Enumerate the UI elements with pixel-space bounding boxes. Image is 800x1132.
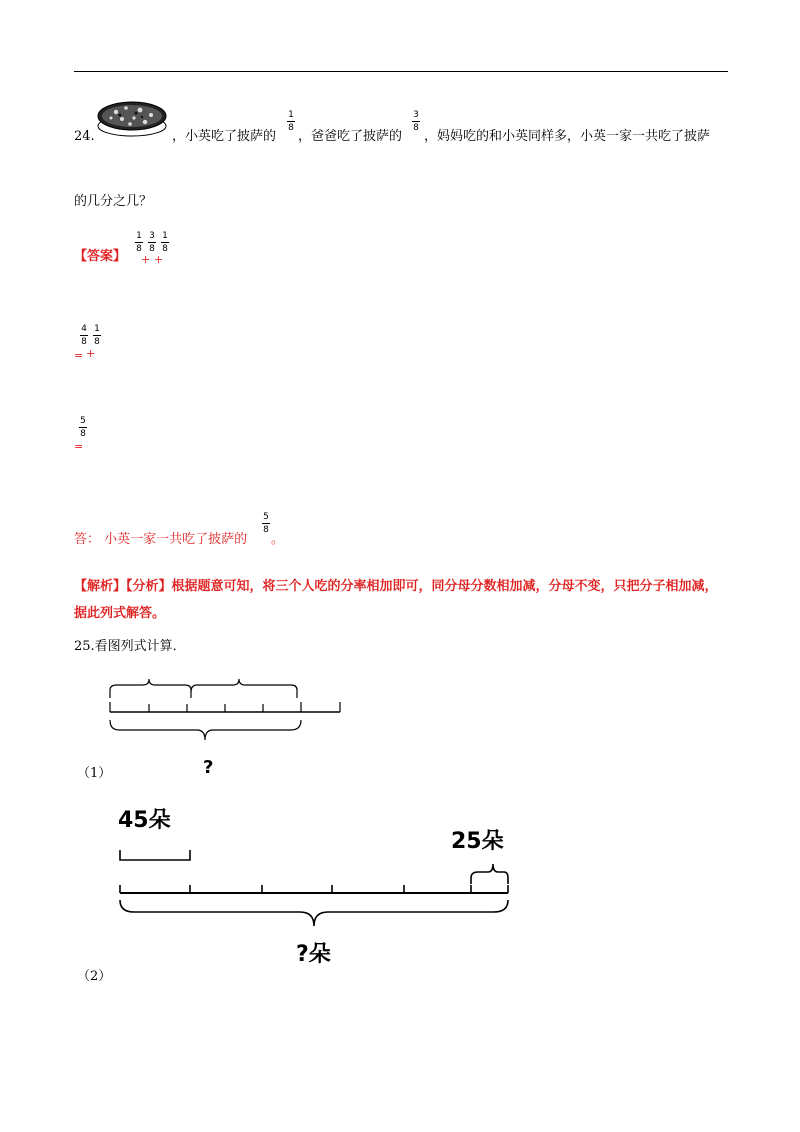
answer-frac-4-8: 4 8	[81, 324, 87, 347]
q24-text-seg1: ，小英吃了披萨的	[172, 129, 277, 144]
equals-sign: =	[74, 440, 84, 453]
q24-text-seg3: ，妈妈吃的和小英同样多，小英一家一共吃了披萨	[424, 129, 711, 144]
pizza-image	[96, 98, 168, 138]
answer-conclusion: 答： 小英一家一共吃了披萨的	[74, 532, 248, 547]
q25-part2-label: （2）	[77, 969, 112, 984]
figure-2-label-45: 45朵	[118, 808, 171, 833]
figure-2-number-line	[110, 840, 520, 940]
answer-frac-1-8: 1 8	[94, 324, 100, 347]
figure-1-number-line	[105, 672, 345, 782]
answer-frac-c: 1 8	[162, 231, 168, 254]
answer-label: 【答案】	[74, 249, 127, 264]
q24-text-seg2: ，爸爸吃了披萨的	[298, 129, 403, 144]
plus-sign: +	[86, 347, 96, 360]
analysis-line2: 据此列式解答。	[74, 606, 166, 621]
fraction-1-8: 1 8	[288, 110, 294, 133]
q24-text-line2: 的几分之几？	[74, 194, 153, 209]
q25-part1-label: （1）	[77, 766, 112, 781]
plus-sign: +	[154, 253, 164, 266]
equals-sign: =	[74, 349, 84, 362]
q24-number: 24.	[74, 129, 95, 144]
analysis-line1: 【解析】【分析】根据题意可知，将三个人吃的分率相加即可，同分母分数相加减，分母不变，只把分子相加减，	[74, 579, 718, 594]
figure-2-label-25: 25朵	[451, 829, 504, 854]
answer-frac-a: 1 8	[136, 231, 142, 254]
answer-frac-5-8: 5 8	[80, 416, 86, 439]
conclusion-period: 。	[271, 532, 285, 547]
plus-sign: +	[141, 253, 151, 266]
conclusion-frac-5-8: 5 8	[263, 512, 269, 535]
fraction-3-8: 3 8	[413, 110, 419, 133]
answer-frac-b: 3 8	[149, 231, 155, 254]
figure-2-total-label: ?朵	[296, 942, 331, 967]
header-rule	[74, 71, 728, 72]
figure-1-question-mark: ?	[203, 757, 214, 778]
q25-title: 25.看图列式计算．	[74, 639, 186, 654]
